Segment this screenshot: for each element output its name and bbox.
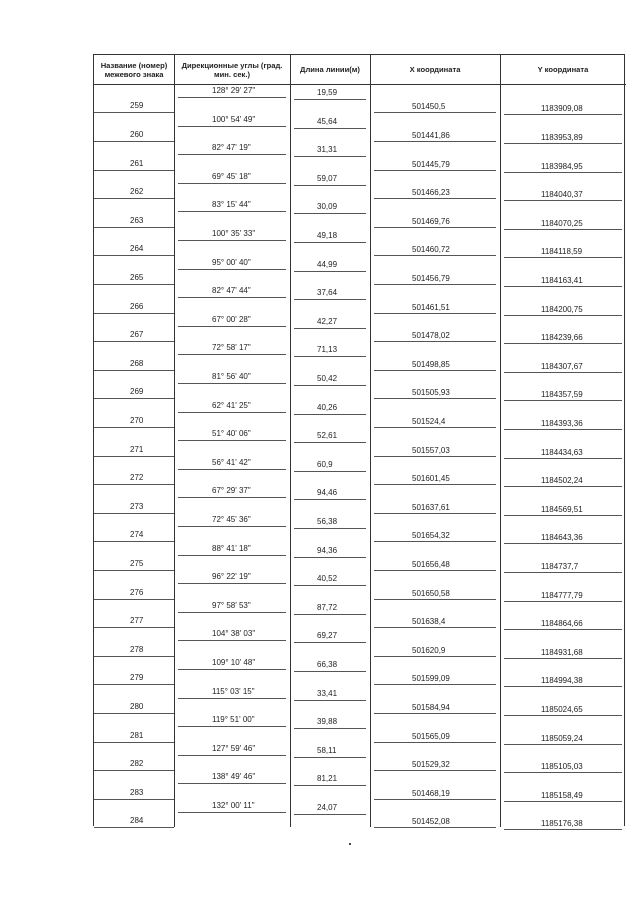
row-rule bbox=[94, 656, 174, 657]
row-rule bbox=[294, 785, 366, 786]
x-coordinate: 501468,19 bbox=[412, 788, 450, 798]
point-name: 266 bbox=[130, 301, 144, 311]
row-rule bbox=[178, 612, 286, 613]
row-rule bbox=[94, 627, 174, 628]
row-rule bbox=[178, 354, 286, 355]
row-rule bbox=[504, 458, 622, 459]
y-coordinate: 1184040,37 bbox=[541, 190, 583, 200]
y-coordinate: 1184118,59 bbox=[541, 247, 583, 257]
row-rule bbox=[294, 242, 366, 243]
y-coordinate: 1184737,7 bbox=[541, 561, 579, 571]
row-rule bbox=[374, 398, 496, 399]
row-rule bbox=[94, 255, 174, 256]
directional-angle: 96° 22' 19" bbox=[212, 572, 251, 582]
x-coordinate: 501445,79 bbox=[412, 159, 450, 169]
row-rule bbox=[504, 429, 622, 430]
point-name: 264 bbox=[130, 244, 144, 254]
directional-angle: 67° 00' 28" bbox=[212, 314, 251, 324]
directional-angle: 119° 51' 00" bbox=[212, 715, 255, 725]
x-coordinate: 501498,85 bbox=[412, 359, 450, 369]
column-divider bbox=[370, 55, 371, 827]
y-coordinate: 1184777,79 bbox=[541, 590, 583, 600]
directional-angle: 109° 10' 48" bbox=[212, 658, 256, 667]
y-coordinate: 1185024,65 bbox=[541, 704, 583, 714]
line-length: 24,07 bbox=[317, 803, 338, 812]
row-rule bbox=[94, 713, 174, 714]
point-name: 278 bbox=[130, 644, 144, 654]
row-rule bbox=[294, 528, 366, 529]
line-length: 69,27 bbox=[317, 631, 338, 641]
directional-angle: 56° 41' 42" bbox=[212, 457, 251, 467]
line-length: 58,11 bbox=[317, 745, 337, 755]
y-coordinate: 1185059,24 bbox=[541, 733, 583, 743]
row-rule bbox=[374, 255, 496, 256]
line-length: 49,18 bbox=[317, 231, 338, 240]
row-rule bbox=[504, 372, 622, 373]
directional-angle: 88° 41' 18" bbox=[212, 543, 251, 553]
line-length: 31,31 bbox=[317, 145, 338, 155]
row-rule bbox=[374, 456, 496, 457]
directional-angle: 132° 00' 11" bbox=[212, 801, 255, 810]
line-length: 50,42 bbox=[317, 374, 338, 383]
x-coordinate: 501452,08 bbox=[412, 817, 450, 827]
directional-angle: 127° 59' 46" bbox=[212, 743, 256, 753]
row-rule bbox=[504, 286, 622, 287]
header-length: Длина линии(м) bbox=[290, 55, 370, 85]
row-rule bbox=[178, 526, 286, 527]
x-coordinate: 501469,76 bbox=[412, 216, 450, 226]
x-coordinate: 501524,4 bbox=[412, 416, 446, 426]
row-rule bbox=[504, 143, 622, 144]
row-rule bbox=[94, 284, 174, 285]
row-rule bbox=[374, 656, 496, 657]
row-rule bbox=[94, 427, 174, 428]
directional-angle: 138° 49' 46" bbox=[212, 772, 256, 782]
row-rule bbox=[94, 684, 174, 685]
x-coordinate: 501584,94 bbox=[412, 702, 450, 712]
row-rule bbox=[294, 728, 366, 729]
row-rule bbox=[178, 183, 286, 184]
line-length: 59,07 bbox=[317, 173, 338, 183]
row-rule bbox=[94, 456, 174, 457]
directional-angle: 72° 45' 36" bbox=[212, 515, 251, 524]
row-rule bbox=[374, 141, 496, 142]
x-coordinate: 501505,93 bbox=[412, 388, 450, 398]
row-rule bbox=[294, 814, 366, 815]
row-rule bbox=[294, 213, 366, 214]
row-rule bbox=[94, 770, 174, 771]
y-coordinate: 1184163,41 bbox=[541, 275, 583, 285]
point-name: 259 bbox=[130, 101, 144, 111]
row-rule bbox=[294, 499, 366, 500]
row-rule bbox=[178, 640, 286, 641]
row-rule bbox=[178, 726, 286, 727]
row-rule bbox=[374, 827, 496, 828]
row-rule bbox=[504, 601, 622, 602]
point-name: 272 bbox=[130, 473, 144, 483]
row-rule bbox=[374, 684, 496, 685]
y-coordinate: 1184864,66 bbox=[541, 619, 583, 629]
row-rule bbox=[374, 484, 496, 485]
y-coordinate: 1184070,25 bbox=[541, 218, 583, 228]
row-rule bbox=[94, 313, 174, 314]
row-rule bbox=[94, 170, 174, 171]
x-coordinate: 501637,61 bbox=[412, 502, 450, 512]
row-rule bbox=[94, 398, 174, 399]
row-rule bbox=[294, 271, 366, 272]
row-rule bbox=[294, 385, 366, 386]
line-length: 81,21 bbox=[317, 774, 338, 784]
row-rule bbox=[94, 742, 174, 743]
row-rule bbox=[94, 141, 174, 142]
point-name: 261 bbox=[130, 158, 144, 168]
y-coordinate: 1185158,49 bbox=[541, 790, 583, 800]
y-coordinate: 1185176,38 bbox=[541, 819, 583, 829]
row-rule bbox=[178, 755, 286, 756]
row-rule bbox=[374, 370, 496, 371]
header-angle: Дирекционные углы (град. мин. сек.) bbox=[174, 55, 290, 85]
point-name: 260 bbox=[130, 129, 144, 139]
row-rule bbox=[178, 469, 286, 470]
directional-angle: 72° 58' 17" bbox=[212, 343, 251, 353]
row-rule bbox=[374, 513, 496, 514]
directional-angle: 82° 47' 19" bbox=[212, 143, 251, 153]
line-length: 56,38 bbox=[317, 517, 338, 526]
line-length: 94,36 bbox=[317, 545, 338, 555]
row-rule bbox=[94, 370, 174, 371]
row-rule bbox=[504, 629, 622, 630]
column-divider bbox=[174, 55, 175, 827]
row-rule bbox=[374, 284, 496, 285]
point-name: 275 bbox=[130, 558, 144, 568]
row-rule bbox=[94, 827, 174, 828]
row-rule bbox=[504, 658, 622, 659]
row-rule bbox=[94, 484, 174, 485]
row-rule bbox=[294, 99, 366, 100]
point-name: 279 bbox=[130, 673, 144, 683]
directional-angle: 128° 29' 27" bbox=[212, 86, 256, 95]
row-rule bbox=[178, 211, 286, 212]
y-coordinate: 1184931,68 bbox=[541, 647, 583, 657]
directional-angle: 51° 40' 06" bbox=[212, 429, 251, 439]
x-coordinate: 501656,48 bbox=[412, 559, 450, 569]
x-coordinate: 501599,09 bbox=[412, 674, 450, 684]
row-rule bbox=[504, 257, 622, 258]
y-coordinate: 1183953,89 bbox=[541, 132, 583, 142]
directional-angle: 81° 56' 40" bbox=[212, 372, 251, 381]
point-name: 268 bbox=[130, 358, 144, 368]
row-rule bbox=[374, 742, 496, 743]
x-coordinate: 501441,86 bbox=[412, 130, 450, 140]
line-length: 37,64 bbox=[317, 288, 338, 298]
directional-angle: 100° 35' 33" bbox=[212, 229, 256, 238]
row-rule bbox=[504, 315, 622, 316]
row-rule bbox=[294, 442, 366, 443]
row-rule bbox=[504, 572, 622, 573]
y-coordinate: 1184994,38 bbox=[541, 676, 583, 686]
row-rule bbox=[294, 299, 366, 300]
row-rule bbox=[294, 757, 366, 758]
row-rule bbox=[504, 486, 622, 487]
header-name: Название (номер) межевого знака bbox=[94, 55, 174, 85]
row-rule bbox=[504, 343, 622, 344]
row-rule bbox=[504, 744, 622, 745]
row-rule bbox=[178, 412, 286, 413]
row-rule bbox=[504, 801, 622, 802]
row-rule bbox=[374, 112, 496, 113]
line-length: 87,72 bbox=[317, 602, 338, 612]
row-rule bbox=[504, 515, 622, 516]
x-coordinate: 501460,72 bbox=[412, 245, 450, 255]
row-rule bbox=[294, 414, 366, 415]
row-rule bbox=[94, 799, 174, 800]
row-rule bbox=[294, 328, 366, 329]
row-rule bbox=[504, 543, 622, 544]
y-coordinate: 1184200,75 bbox=[541, 304, 583, 314]
row-rule bbox=[178, 383, 286, 384]
point-name: 267 bbox=[130, 330, 144, 340]
column-divider bbox=[500, 55, 501, 827]
row-rule bbox=[374, 713, 496, 714]
row-rule bbox=[178, 269, 286, 270]
x-coordinate: 501456,79 bbox=[412, 273, 450, 283]
row-rule bbox=[374, 799, 496, 800]
directional-angle: 97° 58' 53" bbox=[212, 600, 251, 610]
point-name: 271 bbox=[130, 444, 144, 454]
point-name: 282 bbox=[130, 759, 144, 769]
line-length: 40,26 bbox=[317, 402, 338, 412]
line-length: 60,9 bbox=[317, 459, 333, 469]
y-coordinate: 1184502,24 bbox=[541, 476, 583, 486]
y-coordinate: 1183984,95 bbox=[541, 161, 583, 171]
point-name: 273 bbox=[130, 501, 144, 511]
row-rule bbox=[374, 770, 496, 771]
row-rule bbox=[294, 642, 366, 643]
row-rule bbox=[94, 112, 174, 113]
row-rule bbox=[294, 156, 366, 157]
row-rule bbox=[94, 541, 174, 542]
row-rule bbox=[178, 126, 286, 127]
directional-angle: 104° 38' 03" bbox=[212, 629, 256, 639]
row-rule bbox=[178, 812, 286, 813]
row-rule bbox=[178, 297, 286, 298]
header-y: Y координата bbox=[500, 55, 626, 85]
column-divider bbox=[290, 55, 291, 827]
row-rule bbox=[504, 229, 622, 230]
x-coordinate: 501620,9 bbox=[412, 645, 446, 655]
row-rule bbox=[294, 614, 366, 615]
row-rule bbox=[94, 570, 174, 571]
y-coordinate: 1184434,63 bbox=[541, 447, 583, 457]
point-name: 283 bbox=[130, 787, 144, 797]
row-rule bbox=[374, 227, 496, 228]
row-rule bbox=[294, 585, 366, 586]
row-rule bbox=[178, 783, 286, 784]
line-length: 52,61 bbox=[317, 431, 338, 441]
line-length: 40,52 bbox=[317, 574, 338, 584]
row-rule bbox=[504, 715, 622, 716]
row-rule bbox=[294, 185, 366, 186]
row-rule bbox=[504, 772, 622, 773]
x-coordinate: 501450,5 bbox=[412, 102, 446, 112]
line-length: 39,88 bbox=[317, 717, 338, 727]
y-coordinate: 1184239,66 bbox=[541, 333, 583, 343]
y-coordinate: 1183909,08 bbox=[541, 104, 583, 114]
y-coordinate: 1184643,36 bbox=[541, 533, 583, 543]
row-rule bbox=[178, 97, 286, 98]
row-rule bbox=[294, 700, 366, 701]
row-rule bbox=[294, 471, 366, 472]
row-rule bbox=[374, 170, 496, 171]
line-length: 33,41 bbox=[317, 688, 338, 698]
row-rule bbox=[374, 627, 496, 628]
row-rule bbox=[178, 583, 286, 584]
row-rule bbox=[294, 557, 366, 558]
directional-angle: 95° 00' 40" bbox=[212, 257, 251, 267]
x-coordinate: 501601,45 bbox=[412, 474, 450, 484]
row-rule bbox=[94, 198, 174, 199]
directional-angle: 62° 41' 25" bbox=[212, 400, 251, 410]
point-name: 281 bbox=[130, 730, 144, 740]
point-name: 269 bbox=[130, 387, 144, 397]
x-coordinate: 501565,09 bbox=[412, 731, 450, 741]
row-rule bbox=[178, 440, 286, 441]
directional-angle: 67° 29' 37" bbox=[212, 486, 251, 496]
x-coordinate: 501557,03 bbox=[412, 445, 450, 455]
row-rule bbox=[504, 829, 622, 830]
point-name: 274 bbox=[130, 530, 144, 540]
x-coordinate: 501529,32 bbox=[412, 760, 450, 770]
x-coordinate: 501478,02 bbox=[412, 331, 450, 341]
row-rule bbox=[178, 326, 286, 327]
line-length: 94,46 bbox=[317, 488, 338, 498]
row-rule bbox=[374, 198, 496, 199]
header-x: X координата bbox=[370, 55, 500, 85]
row-rule bbox=[178, 497, 286, 498]
coordinates-table bbox=[93, 54, 625, 829]
row-rule bbox=[504, 400, 622, 401]
point-name: 276 bbox=[130, 587, 144, 597]
row-rule bbox=[374, 541, 496, 542]
row-rule bbox=[374, 599, 496, 600]
y-coordinate: 1184569,51 bbox=[541, 504, 583, 514]
line-length: 19,59 bbox=[317, 88, 338, 97]
row-rule bbox=[374, 341, 496, 342]
line-length: 71,13 bbox=[317, 345, 338, 355]
scan-mark bbox=[349, 843, 351, 845]
point-name: 270 bbox=[130, 415, 144, 425]
row-rule bbox=[294, 671, 366, 672]
line-length: 45,64 bbox=[317, 116, 338, 126]
row-rule bbox=[294, 356, 366, 357]
line-length: 44,99 bbox=[317, 259, 338, 269]
directional-angle: 100° 54' 49" bbox=[212, 114, 256, 124]
directional-angle: 69° 45' 18" bbox=[212, 171, 251, 181]
row-rule bbox=[294, 128, 366, 129]
row-rule bbox=[178, 669, 286, 670]
row-rule bbox=[94, 341, 174, 342]
point-name: 265 bbox=[130, 272, 144, 282]
row-rule bbox=[504, 172, 622, 173]
x-coordinate: 501461,51 bbox=[412, 302, 450, 312]
y-coordinate: 1184307,67 bbox=[541, 361, 583, 371]
x-coordinate: 501466,23 bbox=[412, 188, 450, 198]
x-coordinate: 501650,58 bbox=[412, 588, 450, 598]
row-rule bbox=[374, 313, 496, 314]
row-rule bbox=[94, 599, 174, 600]
row-rule bbox=[374, 570, 496, 571]
y-coordinate: 1184393,36 bbox=[541, 418, 583, 428]
row-rule bbox=[178, 240, 286, 241]
directional-angle: 82° 47' 44" bbox=[212, 286, 251, 296]
directional-angle: 83° 15' 44" bbox=[212, 200, 251, 210]
row-rule bbox=[504, 114, 622, 115]
row-rule bbox=[178, 698, 286, 699]
point-name: 263 bbox=[130, 215, 144, 225]
row-rule bbox=[178, 555, 286, 556]
row-rule bbox=[178, 154, 286, 155]
row-rule bbox=[504, 200, 622, 201]
directional-angle: 115° 03' 15" bbox=[212, 686, 255, 696]
y-coordinate: 1184357,59 bbox=[541, 390, 583, 400]
y-coordinate: 1185105,03 bbox=[541, 762, 583, 772]
x-coordinate: 501638,4 bbox=[412, 617, 446, 627]
point-name: 277 bbox=[130, 616, 144, 626]
row-rule bbox=[374, 427, 496, 428]
row-rule bbox=[94, 513, 174, 514]
point-name: 280 bbox=[130, 701, 144, 711]
x-coordinate: 501654,32 bbox=[412, 531, 450, 541]
line-length: 42,27 bbox=[317, 316, 338, 326]
row-rule bbox=[504, 686, 622, 687]
row-rule bbox=[94, 227, 174, 228]
line-length: 66,38 bbox=[317, 660, 338, 669]
point-name: 262 bbox=[130, 187, 144, 197]
line-length: 30,09 bbox=[317, 202, 338, 212]
point-name: 284 bbox=[130, 816, 144, 826]
